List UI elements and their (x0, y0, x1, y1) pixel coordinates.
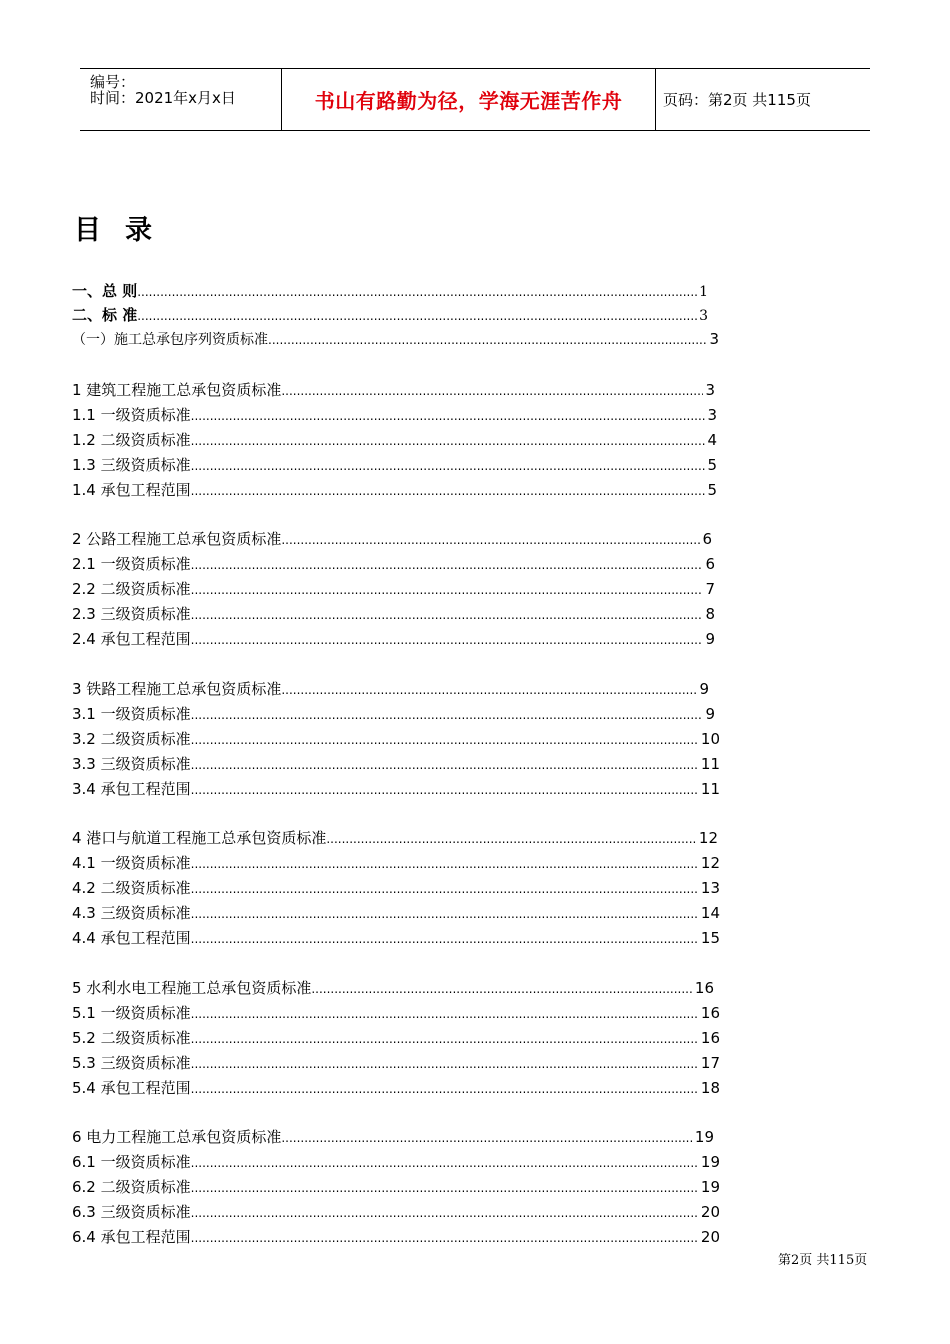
toc-entry-page: 11 (700, 755, 720, 773)
toc-entry[interactable] (72, 454, 717, 476)
toc-entry[interactable] (72, 778, 720, 800)
toc-entry[interactable] (72, 1176, 720, 1198)
toc-leader-dots (311, 982, 693, 996)
toc-leader-dots (191, 907, 699, 921)
toc-entry[interactable] (72, 404, 717, 426)
toc-leader-dots (191, 882, 699, 896)
title-char-2: 录 (125, 215, 162, 246)
toc-leader-dots (137, 285, 697, 299)
toc-entry-label: 6.2 二级资质标准 (72, 1178, 191, 1196)
toc-entry-label: 2.2 二级资质标准 (72, 580, 191, 598)
toc-leader-dots (191, 459, 706, 473)
toc-entry-label: 3.3 三级资质标准 (72, 755, 191, 773)
toc-entry-page: 13 (700, 879, 720, 897)
toc-entry[interactable] (72, 603, 715, 625)
toc-entry[interactable] (72, 628, 715, 650)
toc-entry-label: 4.1 一级资质标准 (72, 854, 191, 872)
toc-entry-page: 16 (700, 1004, 720, 1022)
title-char-1: 目 (74, 215, 111, 246)
toc-entry-page: 5 (707, 456, 717, 474)
toc-entry-label: 4 港口与航道工程施工总承包资质标准 (72, 829, 327, 847)
toc-entry-label: 5.3 三级资质标准 (72, 1054, 191, 1072)
toc-entry[interactable] (72, 703, 715, 725)
toc-leader-dots (191, 608, 704, 622)
document-date: 时间：2021年x月x日 (90, 89, 236, 107)
toc-leader-dots (191, 1082, 699, 1096)
header-page-cell (655, 69, 870, 130)
toc-entry-page: 12 (700, 854, 720, 872)
toc-entry[interactable] (72, 280, 708, 302)
toc-entry-label: 4.2 二级资质标准 (72, 879, 191, 897)
toc-entry[interactable] (72, 528, 712, 550)
toc-entry[interactable] (72, 1126, 714, 1148)
document-number-label: 编号： (90, 73, 136, 91)
toc-entry-label: 2.1 一级资质标准 (72, 555, 191, 573)
toc-entry-page: 8 (705, 605, 715, 623)
toc-entry-page: 19 (694, 1128, 714, 1146)
toc-entry-label: 3 铁路工程施工总承包资质标准 (72, 680, 282, 698)
toc-leader-dots (191, 1181, 699, 1195)
toc-entry[interactable] (72, 479, 717, 501)
toc-entry-page: 17 (700, 1054, 720, 1072)
toc-leader-dots (281, 533, 700, 547)
toc-entry[interactable] (72, 553, 715, 575)
toc-leader-dots (191, 558, 704, 572)
toc-leader-dots (281, 683, 697, 697)
toc-leader-dots (268, 333, 707, 347)
toc-leader-dots (191, 708, 704, 722)
toc-entry-label: 6 电力工程施工总承包资质标准 (72, 1128, 282, 1146)
toc-leader-dots (191, 484, 706, 498)
toc-entry[interactable] (72, 927, 720, 949)
toc-leader-dots (191, 1007, 699, 1021)
toc-entry-page: 7 (705, 580, 715, 598)
toc-leader-dots (191, 932, 699, 946)
toc-entry-page: 18 (700, 1079, 720, 1097)
toc-entry-label: 5.2 二级资质标准 (72, 1029, 191, 1047)
header-meta (80, 69, 281, 130)
toc-entry[interactable] (72, 678, 709, 700)
toc-entry-label: 2 公路工程施工总承包资质标准 (72, 530, 282, 548)
page-title (74, 208, 162, 247)
page-header (80, 68, 870, 131)
toc-entry-page: 9 (705, 630, 715, 648)
toc-entry-label: 1.4 承包工程范围 (72, 481, 191, 499)
toc-entry-page: 16 (694, 979, 714, 997)
toc-entry-page: 20 (700, 1228, 720, 1246)
toc-entry-page: 20 (700, 1203, 720, 1221)
toc-entry-label: 2.3 三级资质标准 (72, 605, 191, 623)
toc-entry-page: 3 (707, 406, 717, 424)
toc-entry[interactable] (72, 1151, 720, 1173)
toc-entry-label: 4.3 三级资质标准 (72, 904, 191, 922)
toc-entry[interactable] (72, 977, 714, 999)
toc-entry-label: 3.4 承包工程范围 (72, 780, 191, 798)
toc-entry-label: 6.1 一级资质标准 (72, 1153, 191, 1171)
toc-entry-label: 5.4 承包工程范围 (72, 1079, 191, 1097)
toc-entry[interactable] (72, 902, 720, 924)
toc-leader-dots (191, 783, 699, 797)
toc-entry[interactable] (72, 1077, 720, 1099)
toc-entry-label: 3.1 一级资质标准 (72, 705, 191, 723)
toc-entry[interactable] (72, 1226, 720, 1248)
toc-leader-dots (191, 1206, 699, 1220)
toc-entry[interactable] (72, 728, 720, 750)
toc-entry-label: 1.3 三级资质标准 (72, 456, 191, 474)
toc-entry[interactable] (72, 329, 719, 351)
toc-entry-page: 19 (700, 1153, 720, 1171)
toc-leader-dots (137, 309, 697, 323)
toc-entry-page: 5 (707, 481, 717, 499)
toc-entry-label: 3.2 二级资质标准 (72, 730, 191, 748)
toc-leader-dots (191, 1032, 699, 1046)
toc-entry-label: 4.4 承包工程范围 (72, 929, 191, 947)
toc-entry[interactable] (72, 304, 708, 326)
toc-leader-dots (191, 1057, 699, 1071)
toc-entry-page: 12 (698, 829, 718, 847)
toc-leader-dots (281, 384, 703, 398)
toc-entry-page: 19 (700, 1178, 720, 1196)
toc-entry-page: 9 (705, 705, 715, 723)
toc-leader-dots (191, 583, 704, 597)
header-motto: 书山有路勤为径，学海无涯苦作舟 (314, 89, 623, 113)
toc-entry[interactable] (72, 429, 717, 451)
toc-entry[interactable] (72, 1201, 720, 1223)
page-footer: 第2页 共115页 (778, 1253, 868, 1268)
toc-entry-label: 二、标 准 (72, 306, 138, 324)
header-motto-cell (281, 69, 656, 130)
toc-entry[interactable] (72, 1027, 720, 1049)
toc-entry[interactable] (72, 852, 720, 874)
toc-entry[interactable] (72, 578, 715, 600)
toc-leader-dots (191, 733, 699, 747)
toc-entry[interactable] (72, 379, 715, 401)
toc-leader-dots (326, 832, 697, 846)
toc-entry-page: 3 (699, 308, 708, 324)
toc-entry-page: 6 (705, 555, 715, 573)
toc-entry-label: 1.2 二级资质标准 (72, 431, 191, 449)
toc-entry[interactable] (72, 827, 718, 849)
toc-entry-label: 5.1 一级资质标准 (72, 1004, 191, 1022)
toc-entry-label: 6.3 三级资质标准 (72, 1203, 191, 1221)
toc-entry-page: 1 (699, 284, 708, 300)
toc-entry-page: 16 (700, 1029, 720, 1047)
toc-entry-label: 5 水利水电工程施工总承包资质标准 (72, 979, 312, 997)
toc-entry-page: 9 (699, 680, 709, 698)
toc-entry-label: 6.4 承包工程范围 (72, 1228, 191, 1246)
toc-entry-page: 3 (709, 330, 719, 348)
toc-leader-dots (191, 1231, 699, 1245)
toc-leader-dots (281, 1131, 693, 1145)
toc-leader-dots (191, 409, 706, 423)
toc-entry[interactable] (72, 1052, 720, 1074)
toc-entry-label: 2.4 承包工程范围 (72, 630, 191, 648)
toc-entry-page: 6 (702, 530, 712, 548)
toc-leader-dots (191, 1156, 699, 1170)
toc-leader-dots (191, 758, 699, 772)
toc-entry-label: （一）施工总承包序列资质标准 (72, 332, 268, 348)
toc-entry[interactable] (72, 877, 720, 899)
toc-entry-label: 1 建筑工程施工总承包资质标准 (72, 381, 282, 399)
toc-entry-label: 一、总 则 (72, 282, 138, 300)
toc-entry-page: 4 (707, 431, 717, 449)
toc-entry-page: 11 (700, 780, 720, 798)
toc-leader-dots (191, 633, 704, 647)
toc-leader-dots (191, 434, 706, 448)
toc-entry-label: 1.1 一级资质标准 (72, 406, 191, 424)
toc-entry-page: 14 (700, 904, 720, 922)
toc-entry[interactable] (72, 1002, 720, 1024)
toc-entry-page: 10 (700, 730, 720, 748)
toc-entry[interactable] (72, 753, 720, 775)
toc-leader-dots (191, 857, 699, 871)
header-page-code: 页码：第2页 共115页 (663, 91, 811, 109)
toc-entry-page: 3 (705, 381, 715, 399)
toc-entry-page: 15 (700, 929, 720, 947)
